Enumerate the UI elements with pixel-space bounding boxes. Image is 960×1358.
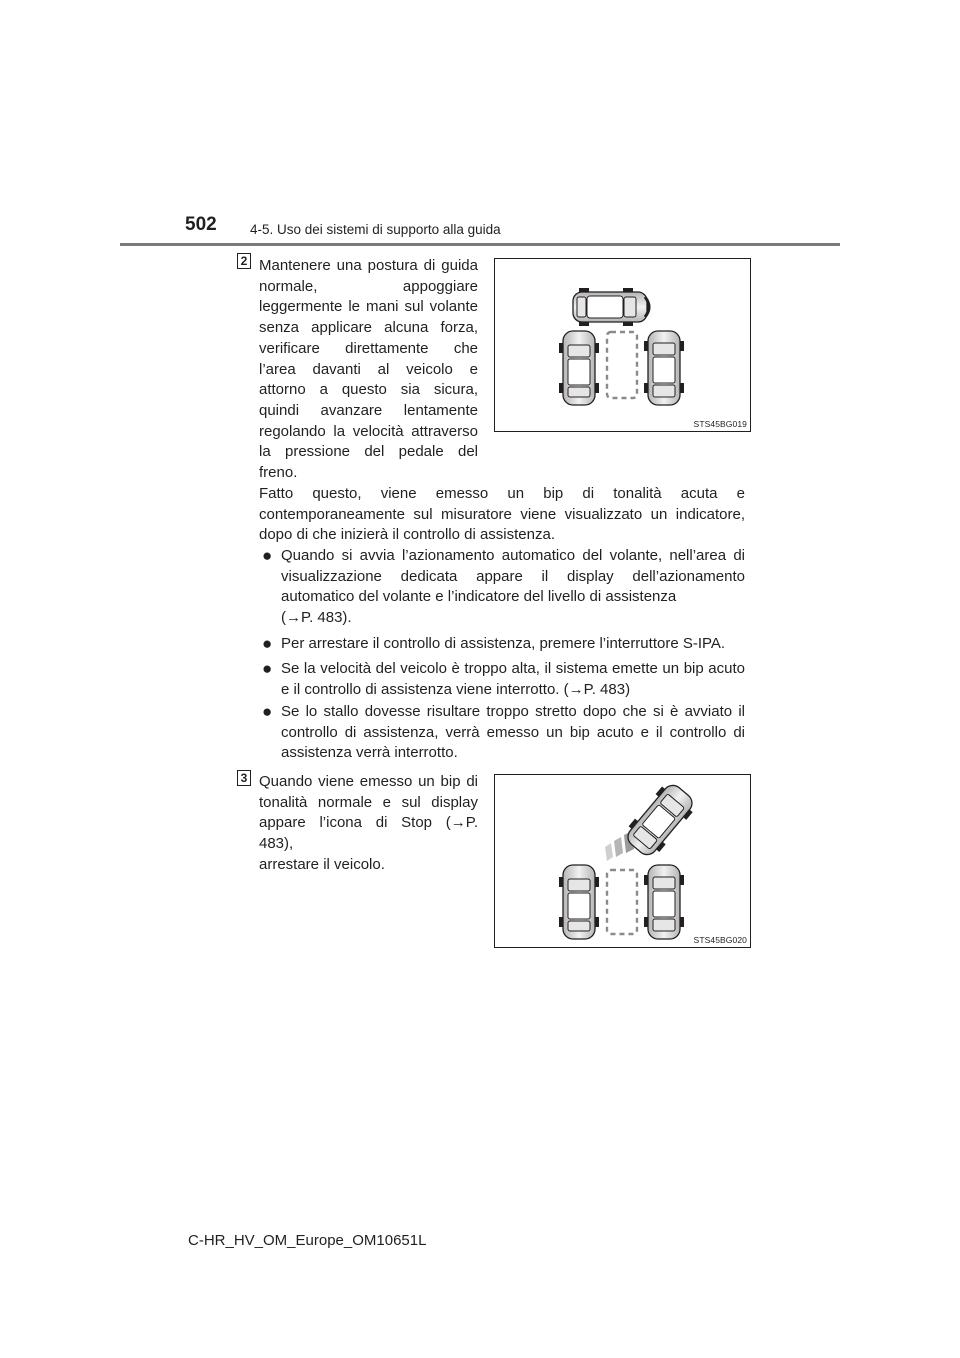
text-line: leggermente le mani sul volante	[259, 298, 478, 316]
parking-illustration	[495, 775, 750, 947]
text-line: Per arrestare il controllo di assistenza, premere l’interruttore S-IPA.	[281, 635, 726, 652]
text-line: Se la velocità del veicolo è troppo alta, il sistema emette un bip acuto	[281, 660, 745, 677]
step-result-text	[259, 484, 745, 546]
bullet-icon: ●	[262, 702, 273, 721]
paragraph: Fatto questo, viene emesso un bip di tonalità acuta e contemporaneamente sul misuratore viene visualizzato un indicatore, dopo di che inizierà il controllo di assistenza.	[259, 485, 745, 544]
text-line: visualizzazione dedicata appare il display dell’azionamento	[281, 567, 745, 585]
text-line: Se lo stallo dovesse risultare troppo stretto dopo che si è avviato il	[281, 703, 745, 720]
text-line: e il controllo di assistenza viene interrotto. (→P. 483)	[281, 680, 631, 698]
text-line: regolando la velocità attraverso	[259, 422, 478, 440]
bullet-item	[281, 659, 745, 700]
parked-car-left-icon	[559, 331, 599, 405]
bullet-item	[281, 702, 745, 764]
text-line: freno.	[259, 464, 298, 482]
page-number: 502	[185, 214, 217, 235]
step-instructions	[259, 772, 478, 876]
moving-car-icon	[573, 288, 649, 326]
figure-code: STS45BG019	[693, 419, 747, 429]
text-line: Quando si avvia l’azionamento automatico del volante, nell’area di	[281, 547, 745, 564]
text-line: controllo di assistenza, verrà emesso un bip acuto e il controllo di	[281, 723, 745, 741]
parking-space-outline	[607, 332, 637, 398]
bullet-item	[281, 634, 745, 655]
parking-space-outline	[607, 870, 637, 934]
parked-car-right-icon	[644, 865, 684, 939]
section-title: 4-5. Uso dei sistemi di supporto alla guida	[250, 222, 501, 237]
text-line: verificare direttamente che	[259, 339, 478, 357]
text-line: automatico del volante e l’indicatore del livello di assistenza	[281, 588, 677, 606]
text-line: quindi avanzare lentamente	[259, 401, 478, 419]
text-line: Quando viene emesso un bip di	[259, 773, 478, 790]
text-line: assistenza verrà interrotto.	[281, 744, 458, 762]
parking-figure-stop	[494, 774, 751, 948]
text-line: l’area davanti al veicolo e	[259, 360, 478, 378]
step-number-badge: 2	[237, 253, 251, 269]
text-line: tonalità normale e sul display	[259, 793, 478, 811]
step-instructions	[259, 256, 478, 484]
header-divider	[120, 243, 840, 246]
text-line: normale, appoggiare	[259, 277, 478, 295]
text-line: attorno a questo sia sicura,	[259, 381, 478, 399]
parking-illustration	[495, 259, 750, 431]
bullet-icon: ●	[262, 546, 273, 565]
parking-figure-forward	[494, 258, 751, 432]
document-code: C-HR_HV_OM_Europe_OM10651L	[188, 1232, 427, 1249]
text-line: (→P. 483).	[281, 609, 352, 627]
parked-car-left-icon	[559, 865, 599, 939]
parked-car-right-icon	[644, 331, 684, 405]
text-line: Mantenere una postura di guida	[259, 257, 478, 274]
text-line: arrestare il veicolo.	[259, 855, 385, 873]
figure-code: STS45BG020	[693, 935, 747, 945]
text-line: la pressione del pedale del	[259, 443, 478, 461]
text-line: appare l’icona di Stop (→P. 483),	[259, 814, 478, 853]
bullet-icon: ●	[262, 659, 273, 678]
text-line: senza applicare alcuna forza,	[259, 319, 478, 337]
bullet-icon: ●	[262, 634, 273, 653]
bullet-item	[281, 546, 745, 629]
step-number-badge: 3	[237, 770, 251, 786]
